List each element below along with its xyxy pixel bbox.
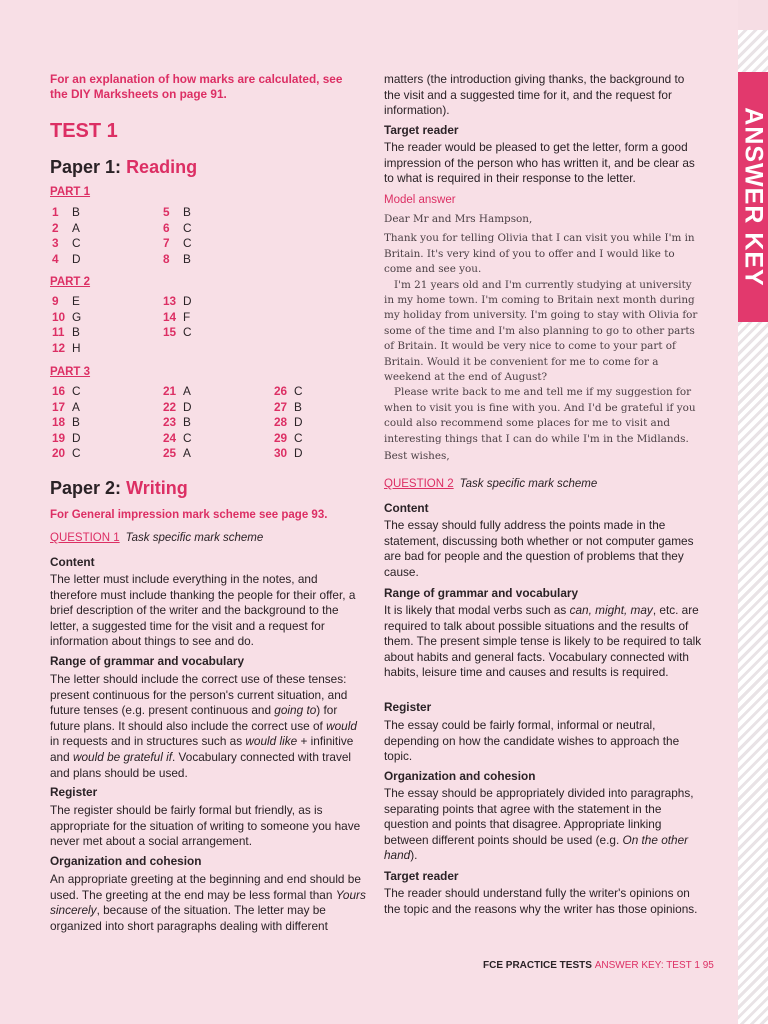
answer-row: 28 D	[274, 415, 303, 429]
q2-target: The reader should understand fully the writer's opinions on the topic and the reasons why the writer has those opinions.	[384, 886, 698, 916]
q2-heading	[384, 478, 597, 490]
q2-label: QUESTION 2	[384, 478, 454, 490]
page-number: 95	[702, 960, 714, 971]
model-close: Best wishes,	[384, 450, 450, 463]
paper2-name: Writing	[126, 478, 188, 498]
model-paragraph-2: I'm 21 years old and I'm currently studying at university in my home town. I'm coming to Britain next month during my holiday from university. I'm going to stay with Olivia for some of the time and I'm also planning to go to other parts of Britain. It would be very nice to come to your part of Britain. Would it be convenient for me to come for a weekend at the end of August?	[384, 278, 698, 384]
q2-org-heading: Organization and cohesion	[384, 769, 536, 783]
q2-scheme: Task specific mark scheme	[459, 478, 598, 490]
part2-col2	[163, 294, 192, 341]
q2-grammar-heading: Range of grammar and vocabulary	[384, 586, 579, 600]
answer-row: 20 C	[52, 446, 81, 460]
paper1-name: Reading	[126, 157, 198, 177]
answer-row: 6 C	[163, 220, 192, 235]
general-impression-note: For General impression mark scheme see page 93.	[50, 509, 328, 521]
q1-heading	[50, 532, 263, 544]
paper1-prefix: Paper 1:	[50, 157, 122, 177]
answer-row: 4 D	[52, 251, 81, 266]
answer-key-tab-label: ANSWER KEY	[739, 107, 768, 287]
answer-row: 13 D	[163, 294, 192, 308]
answer-row: 7 C	[163, 236, 192, 250]
answer-row: 14 F	[163, 309, 191, 324]
q1-label: QUESTION 1	[50, 532, 120, 544]
part2-col1	[52, 294, 81, 356]
answer-row: 27 B	[274, 399, 302, 414]
footer-section: ANSWER KEY: TEST 1	[594, 960, 700, 971]
answer-row: 3 C	[52, 236, 81, 250]
part1-col2	[163, 205, 192, 267]
answer-row: 11 B	[52, 325, 80, 339]
answer-row: 18 B	[52, 415, 80, 429]
answer-row: 26 C	[274, 384, 303, 398]
answer-key-sidebar	[738, 30, 768, 1024]
q1-org: An appropriate greeting at the beginning and end should be used. The greeting at the end may be less formal than Yours sincerely, because of the situation. The letter may be organized into short paragraphs dealing with different	[50, 872, 366, 933]
q1-register: The register should be fairly formal but friendly, as is appropriate for the situation of writing to someone you have never met about a social arrangement.	[50, 803, 361, 849]
answer-row: 10 G	[52, 309, 82, 324]
answer-row: 12 H	[52, 340, 81, 355]
q1-register-heading: Register	[50, 785, 98, 799]
answer-row: 16 C	[52, 384, 81, 398]
part3-col2	[163, 384, 192, 462]
part1-label: PART 1	[50, 186, 91, 198]
q2-content-heading: Content	[384, 501, 429, 515]
part3-label: PART 3	[50, 366, 91, 378]
answer-row: 22 D	[163, 399, 192, 414]
model-answer	[384, 212, 704, 465]
answer-row: 30 D	[274, 446, 303, 460]
answer-row: 17 A	[52, 399, 80, 414]
paper1-title	[50, 157, 197, 178]
answer-row: 1 B	[52, 205, 80, 219]
page-footer	[483, 960, 714, 971]
footer-series: FCE PRACTICE TESTS	[483, 960, 592, 971]
answer-row: 23 B	[163, 415, 191, 429]
part3-col1	[52, 384, 81, 462]
intro-note: For an explanation of how marks are calculated, see the DIY Marksheets on page 91.	[50, 72, 343, 101]
answer-row: 15 C	[163, 325, 192, 339]
q1-content-heading: Content	[50, 555, 95, 569]
q1-org-continued: matters (the introduction giving thanks, the background to the visit and a suggested time for it, and the request for information).	[384, 72, 685, 118]
answer-row: 2 A	[52, 220, 80, 235]
q2-register-heading: Register	[384, 700, 432, 714]
answer-row: 29 C	[274, 430, 303, 445]
paper2-prefix: Paper 2:	[50, 478, 122, 498]
answer-row: 5 B	[163, 205, 191, 219]
q2-register: The essay could be fairly formal, informal or neutral, depending on how the candidate wishes to approach the topic.	[384, 718, 680, 764]
answer-row: 9 E	[52, 294, 80, 308]
q2-content: The essay should fully address the points made in the statement, discussing both whether or not computer games are bad for people and the question of problems that they cause.	[384, 518, 694, 579]
q1-grammar-heading: Range of grammar and vocabulary	[50, 654, 245, 668]
test-title: TEST 1	[50, 120, 118, 142]
paper2-title	[50, 478, 188, 499]
model-salutation: Dear Mr and Mrs Hampson,	[384, 213, 533, 225]
part3-col3	[274, 384, 303, 462]
q1-target: The reader would be pleased to get the letter, form a good impression of the person who has written it, and be clear as to what is required in their response to the letter.	[384, 140, 695, 186]
part1-col1	[52, 205, 81, 267]
answer-row: 24 C	[163, 430, 192, 445]
q2-target-heading: Target reader	[384, 869, 459, 883]
answer-row: 21 A	[163, 384, 191, 398]
part2-label: PART 2	[50, 276, 91, 288]
model-paragraph-3: Please write back to me and tell me if my suggestion for when to visit you is fine with you. And I'd be grateful if you could also recommend some places for me to visit and interesting things that I can do while I'm in the Midlands.	[384, 386, 696, 445]
q2-grammar: It is likely that modal verbs such as can, might, may, etc. are required to talk about possible situations and the results of them. The present simple tense is likely to be required to talk about habits and general facts. Vocabulary connected with habits, leisure time and causes and results is required.	[384, 603, 702, 680]
q2-org: The essay should be appropriately divided into paragraphs, separating points that agree with the statement in the question and points that disagree. Appropriate linking between different points should be used (e.g. On the other hand).	[384, 786, 694, 863]
answer-row: 8 B	[163, 251, 191, 266]
q1-content: The letter must include everything in the notes, and therefore must include thanking the people for their offer, a brief description of the writer and the background to the letter, a suggested time for the visit and a request for information about things to see and do.	[50, 572, 356, 649]
answer-row: 19 D	[52, 430, 81, 445]
q1-org-heading: Organization and cohesion	[50, 854, 202, 868]
answer-key-tab	[738, 72, 768, 322]
model-answer-heading: Model answer	[384, 194, 456, 206]
answer-row: 25 A	[163, 446, 191, 460]
model-paragraph-1: Thank you for telling Olivia that I can visit you while I'm in Britain. It's very kind of you to offer and I would like to come and see you.	[384, 232, 695, 276]
q1-target-heading: Target reader	[384, 123, 459, 137]
q1-grammar: The letter should include the correct use of these tenses: present continuous for the person's current situation, and future tenses (e.g. present continuous and going to) for future plans. It should also include the correct use of would in requests and in structures such as would like + infinitive and would be grateful if. Vocabulary connected with travel and plans should be used.	[50, 672, 357, 780]
q1-scheme: Task specific mark scheme	[125, 532, 264, 544]
